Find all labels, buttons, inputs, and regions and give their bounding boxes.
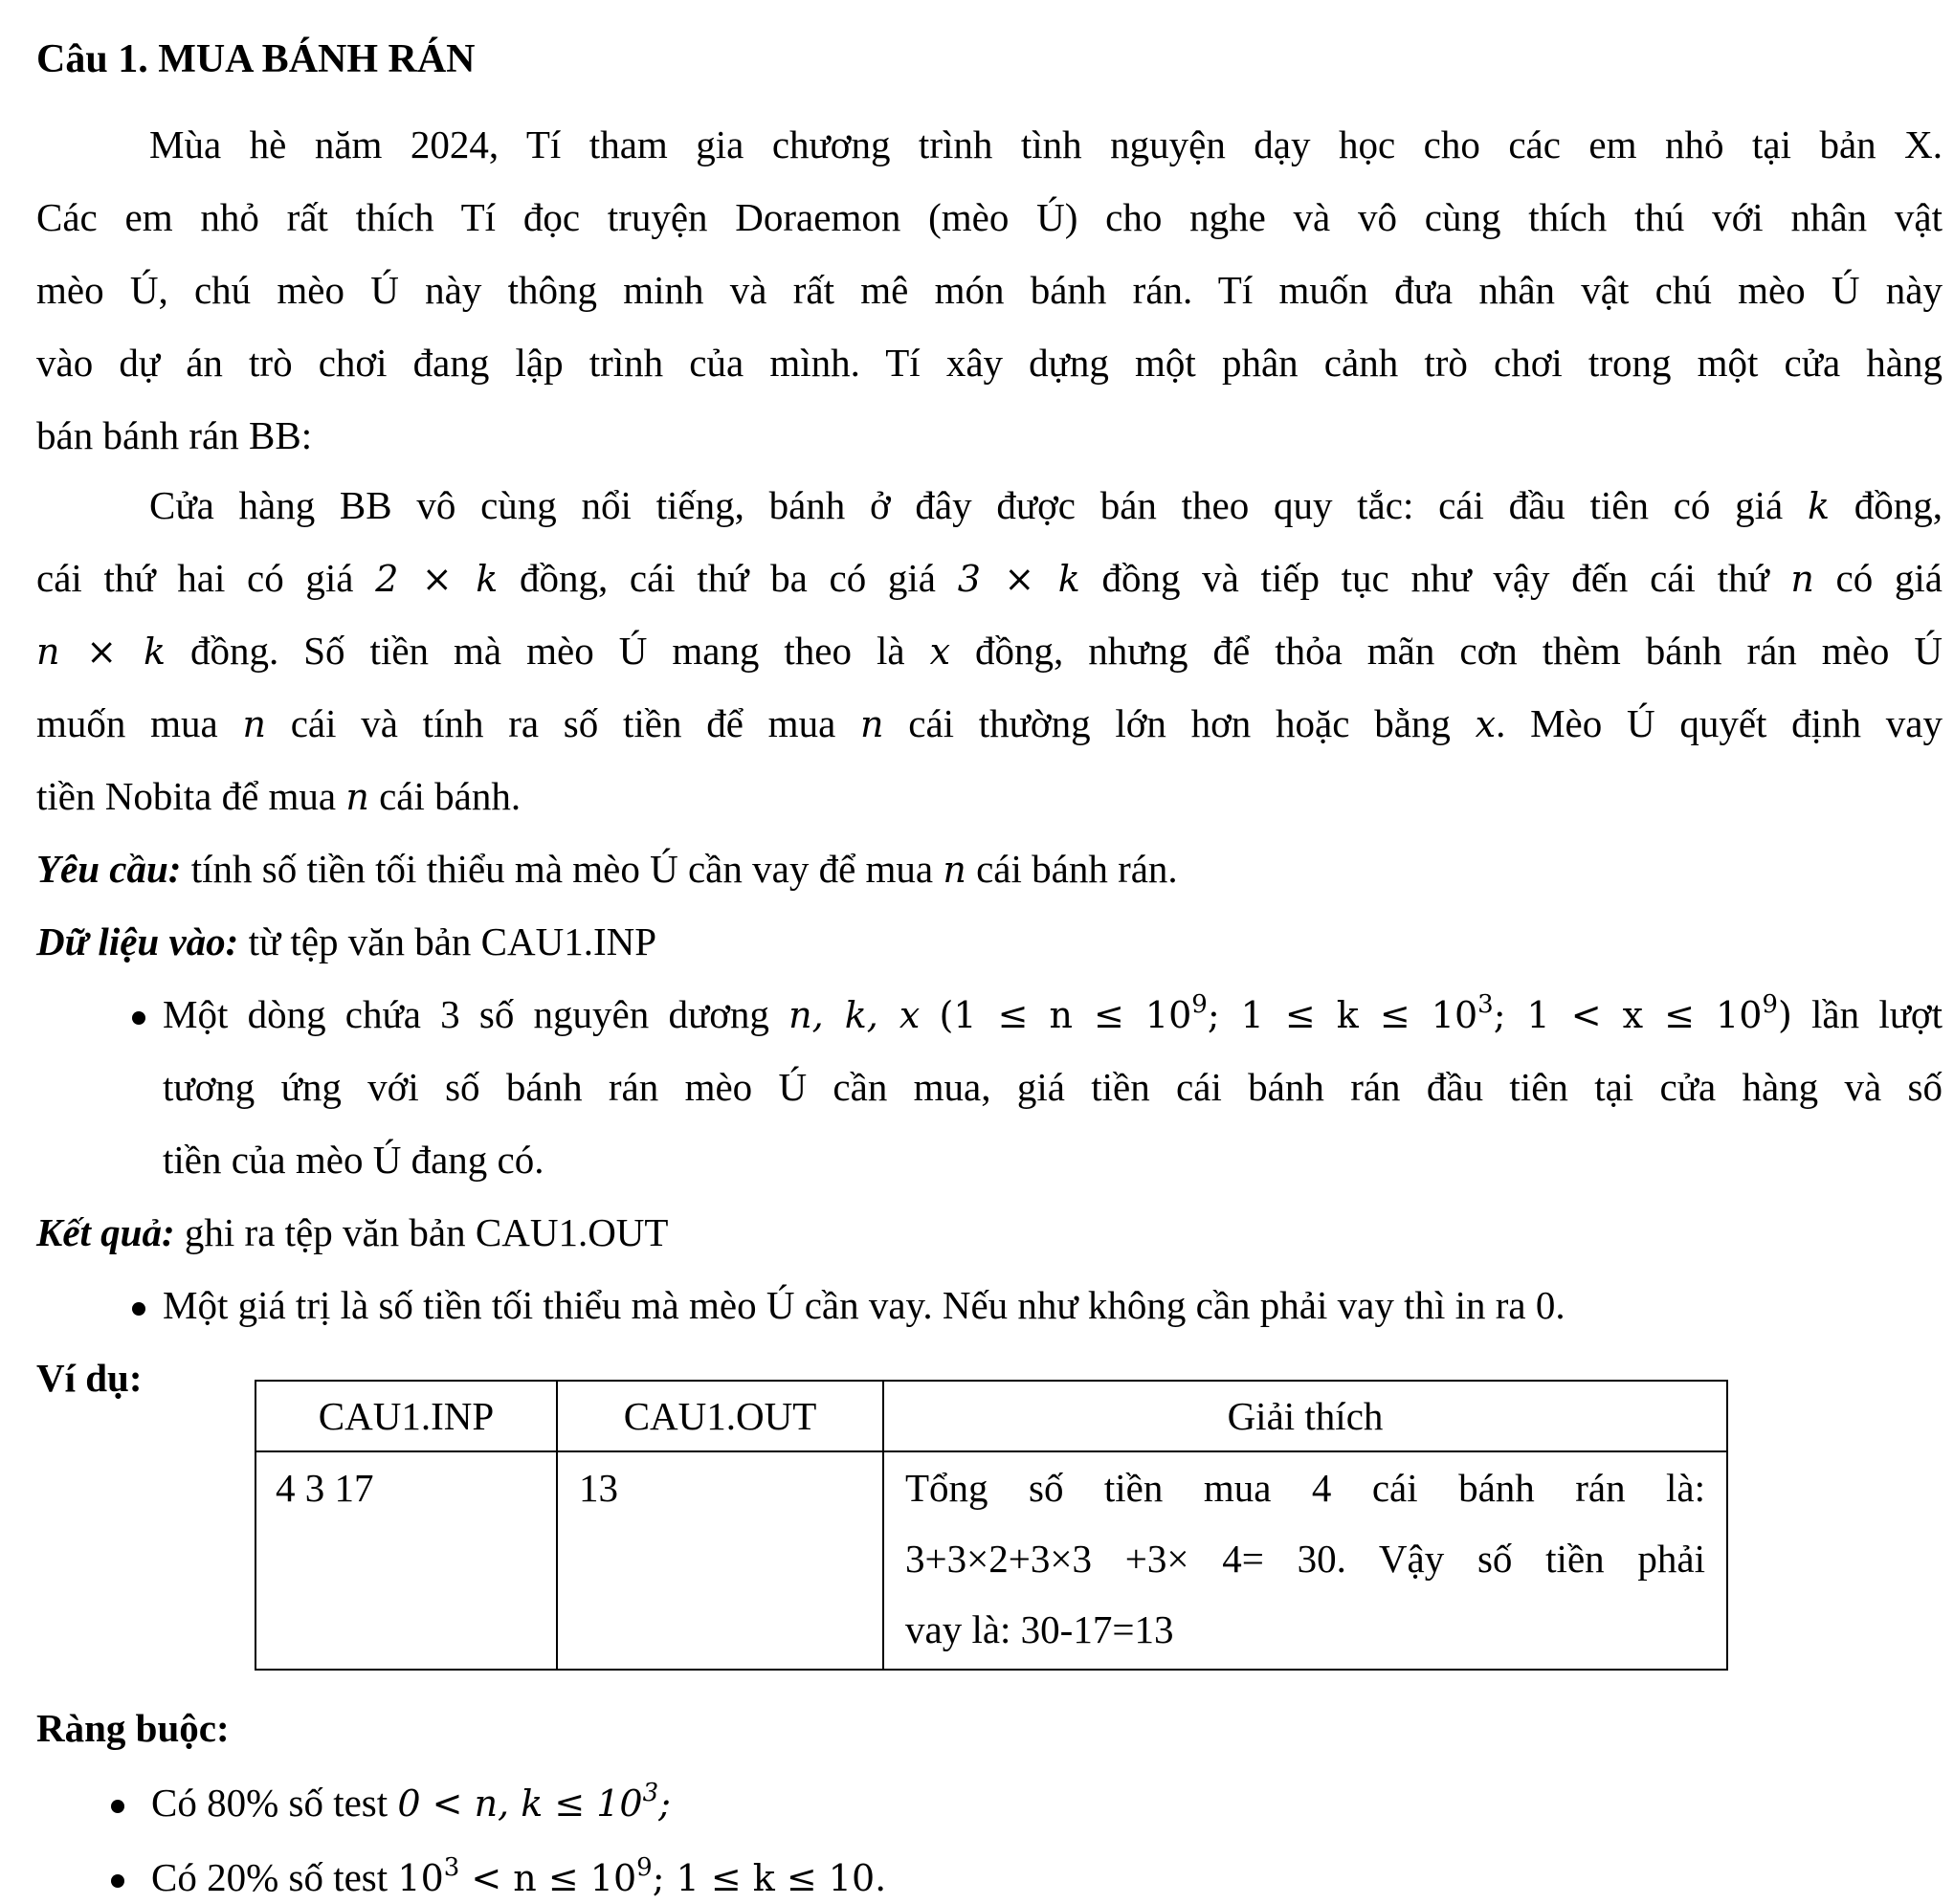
input-range: ($1 \le n \le 10^9$; $1 \le k \le 10^3$; $1 < x \le 10^9$) [939, 990, 1792, 1036]
rule-line: Cửa hàng BB vô cùng nổi tiếng, bánh ở đây được bán theo quy tắc: cái đầu tiên có giá k đồng, [149, 483, 1943, 527]
header-output: CAU1.OUT [557, 1381, 883, 1451]
rule-line: muốn mua n cái và tính ra số tiền để mua n cái thường lớn hơn hoặc bằng x. Mèo Ú quyết định vay [36, 701, 1943, 745]
output-spec-line: Kết quả: ghi ra tệp văn bản CAU1.OUT [36, 1210, 669, 1254]
example-label: Ví dụ: [36, 1356, 143, 1400]
input-bullet-line: Một dòng chứa 3 số nguyên dương n, k, x ($1 \le n \le 10^9$; $1 \le k \le 10^3$; $1 < x \le 10^9$) lần lượt [163, 990, 1943, 1036]
cell-explain [883, 1451, 1727, 1670]
var-x: x [1475, 703, 1497, 745]
example-table [255, 1380, 1728, 1671]
intro-line: bán bánh rán BB: [36, 413, 313, 457]
constraint-2-expr: $10^3 < n \le 10^9$; 1 ≤ k ≤ 10. [397, 1853, 887, 1899]
output-label: Kết quả: [36, 1210, 175, 1254]
var-n: n [1790, 558, 1814, 600]
var-k: k [1807, 485, 1831, 527]
input-spec-line: Dữ liệu vào: từ tệp văn bản CAU1.INP [36, 919, 657, 963]
cell-input: 4 3 17 [255, 1451, 557, 1670]
explain-line: 3+3×2+3×3 +3× 4= 30. Vậy số tiền phải [905, 1537, 1705, 1581]
intro-line: vào dự án trò chơi đang lập trình của mình. Tí xây dựng một phân cảnh trò chơi trong một cửa hàng [36, 341, 1943, 385]
bullet-dot [132, 1302, 145, 1316]
explain-line: Tổng số tiền mua 4 cái bánh rán là: [905, 1466, 1705, 1510]
input-label: Dữ liệu vào: [36, 919, 239, 963]
vars-nkx: n, k, x [788, 994, 921, 1036]
intro-line: Các em nhỏ rất thích Tí đọc truyện Doraemon (mèo Ú) cho nghe và vô cùng thích thú với nhân vật [36, 195, 1943, 239]
var-x: x [929, 631, 951, 673]
constraint-line: Có 80% số test 0 < n, $k \le 10^3$; [151, 1779, 671, 1825]
intro-line: Mùa hè năm 2024, Tí tham gia chương trình tình nguyện dạy học cho các em nhỏ tại bản X. [149, 122, 1943, 166]
expr-3k: 3 × k [957, 558, 1080, 600]
var-n: n [345, 776, 369, 818]
output-bullet-line: Một giá trị là số tiền tối thiểu mà mèo Ú cần vay. Nếu như không cần phải vay thì in ra 0. [163, 1283, 1565, 1327]
header-input: CAU1.INP [255, 1381, 557, 1451]
expr-nk: n × k [36, 631, 166, 673]
problem-title: Câu 1. MUA BÁNH RÁN [36, 37, 476, 81]
bullet-dot [111, 1800, 124, 1813]
requirement-line: Yêu cầu: tính số tiền tối thiểu mà mèo Ú cần vay để mua n cái bánh rán. [36, 847, 1178, 891]
rule-line: cái thứ hai có giá 2 × k đồng, cái thứ ba có giá 3 × k đồng và tiếp tục như vậy đến cái thứ n có giá [36, 556, 1943, 600]
var-n: n [860, 703, 884, 745]
constraint-1-expr: 0 < n, $k \le 10^3$; [397, 1779, 671, 1825]
expr-2k: 2 × k [375, 558, 499, 600]
intro-line: mèo Ú, chú mèo Ú này thông minh và rất mê món bánh rán. Tí muốn đưa nhân vật chú mèo Ú này [36, 268, 1943, 312]
input-bullet-line: tiền của mèo Ú đang có. [163, 1138, 544, 1182]
bullet-dot [111, 1874, 124, 1888]
var-n: n [242, 703, 266, 745]
var-n: n [943, 849, 966, 891]
header-explain: Giải thích [883, 1381, 1727, 1451]
bullet-dot [132, 1011, 145, 1025]
constraint-line: Có 20% số test $10^3 < n \le 10^9$; 1 ≤ k ≤ 10. [151, 1853, 887, 1899]
explain-line: vay là: 30-17=13 [905, 1607, 1174, 1651]
table-row [255, 1451, 1727, 1670]
requirement-label: Yêu cầu: [36, 847, 182, 891]
input-bullet-line: tương ứng với số bánh rán mèo Ú cần mua, giá tiền cái bánh rán đầu tiên tại cửa hàng và số [163, 1065, 1943, 1109]
constraints-label: Ràng buộc: [36, 1706, 230, 1750]
rule-line: tiền Nobita để mua n cái bánh. [36, 774, 522, 818]
rule-line: n × k đồng. Số tiền mà mèo Ú mang theo là x đồng, nhưng để thỏa mãn cơn thèm bánh rán mèo Ú [36, 629, 1943, 673]
cell-output: 13 [557, 1451, 883, 1670]
table-header-row [255, 1381, 1727, 1451]
